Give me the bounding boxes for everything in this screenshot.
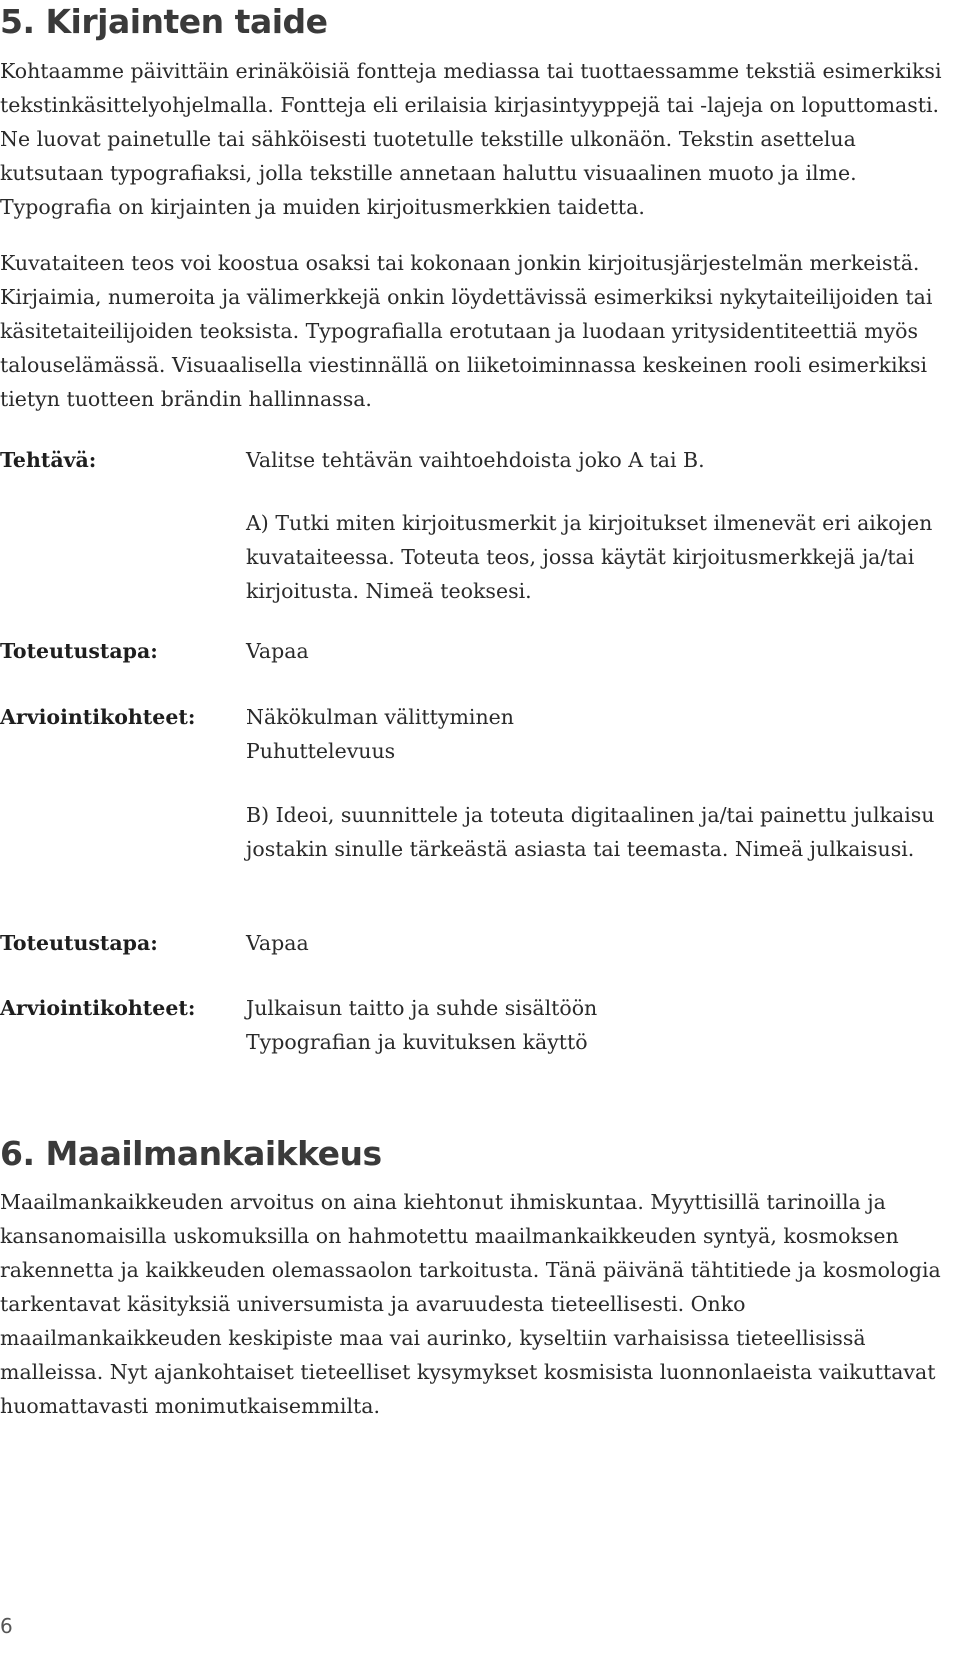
criteria-label-b: Arviointikohteet: [0, 996, 196, 1020]
page-number: 6 [0, 1614, 13, 1638]
section-6-paragraph-1: Maailmankaikkeuden arvoitus on aina kiehtonut ihmiskuntaa. Myyttisillä tarinoilla ja kansanomaisilla uskomuksilla on hahmotettu maailmankaikkeuden syntyä, kosmoksen rakennetta ja kaikkeuden olemassaolon tarkoitusta. Tänä päivänä tähtitiede ja kosmologia tarkentavat käsityksiä universumista ja avaruudesta tieteellisesti. Onko maailmankaikkeuden keskipiste maa vai aurinko, kyseltiin varhaisissa tieteellisissä malleissa. Nyt ajankohtaiset tieteelliset kysymykset kosmisista luonnonlaeista vaikuttavat huomattavasti monimutkaisemmilta. [0, 1190, 941, 1418]
criteria-list-a [246, 700, 950, 768]
criteria-a-item: Puhuttelevuus [246, 739, 396, 763]
criteria-b-item: Julkaisun taitto ja suhde sisältöön [246, 996, 598, 1020]
method-value-b: Vapaa [246, 931, 309, 955]
criteria-label-a: Arviointikohteet: [0, 705, 196, 729]
section-5-paragraph-2: Kuvataiteen teos voi koostua osaksi tai kokonaan jonkin kirjoitusjärjestelmän merkeistä. Kirjaimia, numeroita ja välimerkkejä onkin löydettävissä esimerkiksi nykytaiteilijoiden tai käsitetaiteilijoiden teoksista. Typografialla erotutaan ja luodaan yritysidentiteettiä myös talouselämässä. Visuaalisella viestinnällä on liiketoiminnassa keskeinen rooli esimerkiksi tietyn tuotteen brändin hallinnassa. [0, 251, 933, 411]
section-6-heading: 6. Maailmankaikkeus [0, 1134, 382, 1173]
criteria-list-b [246, 991, 950, 1059]
criteria-b-item: Typografian ja kuvituksen käyttö [246, 1030, 588, 1054]
option-a-text: A) Tutki miten kirjoitusmerkit ja kirjoitukset ilmenevät eri aikojen kuvataiteessa. Toteuta teos, jossa käytät kirjoitusmerkkejä ja/tai kirjoitusta. Nimeä teoksesi. [246, 511, 933, 603]
option-b-text: B) Ideoi, suunnittele ja toteuta digitaalinen ja/tai painettu julkaisu jostakin sinulle tärkeästä asiasta tai teemasta. Nimeä julkaisusi. [246, 803, 935, 861]
section-5-paragraph-1: Kohtaamme päivittäin erinäköisiä fontteja mediassa tai tuottaessamme tekstiä esimerkiksi tekstinkäsittelyohjelmalla. Fontteja eli erilaisia kirjasintyyppejä tai -lajeja on loputtomasti. Ne luovat painetulle tai sähköisesti tuotetulle tekstille ulkonäön. Tekstin asettelua kutsutaan typografiaksi, jolla tekstille annetaan haluttu visuaalinen muoto ja ilme. Typografia on kirjainten ja muiden kirjoitusmerkkien taidetta. [0, 59, 942, 219]
method-value-a: Vapaa [246, 639, 309, 663]
task-text: Valitse tehtävän vaihtoehdoista joko A tai B. [246, 448, 705, 472]
task-label: Tehtävä: [0, 448, 97, 472]
method-label-b: Toteutustapa: [0, 931, 158, 955]
section-5-heading: 5. Kirjainten taide [0, 2, 328, 41]
criteria-a-item: Näkökulman välittyminen [246, 705, 514, 729]
method-label-a: Toteutustapa: [0, 639, 158, 663]
